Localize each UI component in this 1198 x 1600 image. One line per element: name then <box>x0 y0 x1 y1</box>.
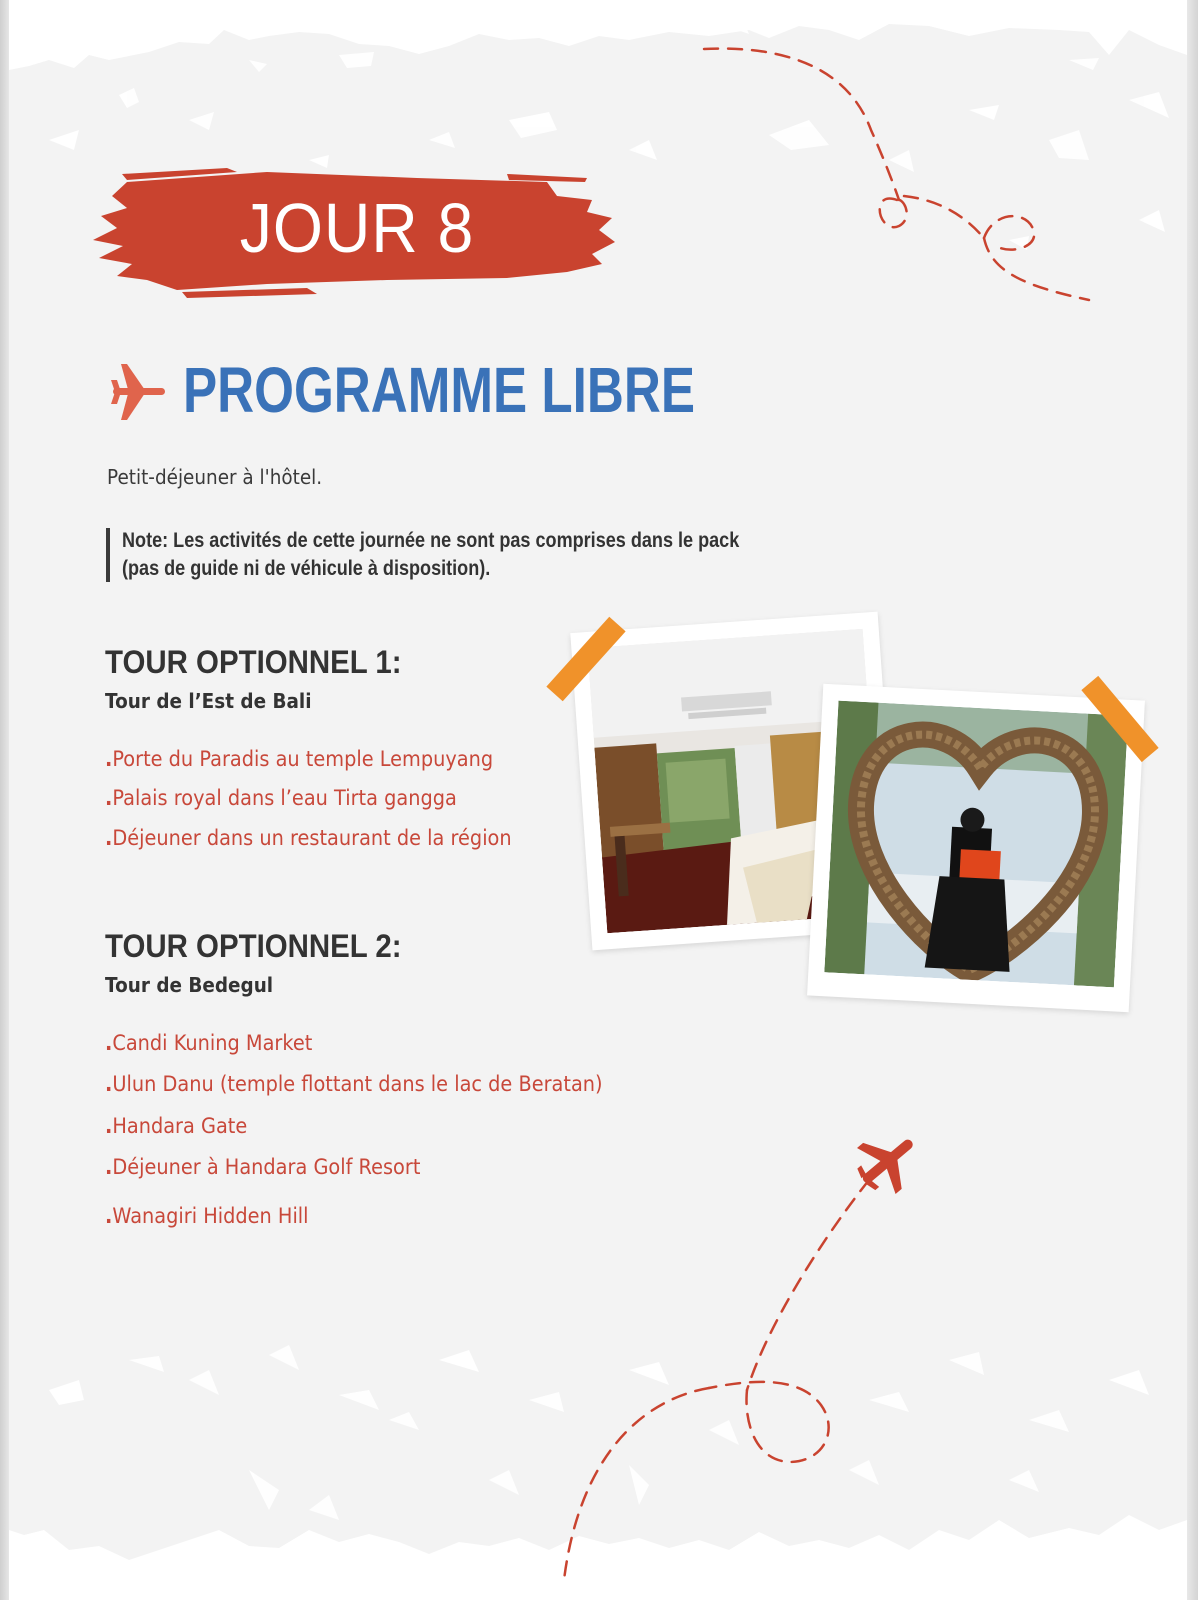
note-accent-bar <box>106 528 110 582</box>
torn-paper-top <box>9 0 1187 80</box>
list-item: .Déjeuner dans un restaurant de la région <box>105 826 512 850</box>
tour-1-subtitle: Tour de l’Est de Bali <box>105 689 312 713</box>
breakfast-text: Petit-déjeuner à l'hôtel. <box>107 465 323 489</box>
airplane-icon <box>845 1118 931 1204</box>
bullet: . <box>105 1072 113 1096</box>
heart-nest-photo <box>807 684 1145 1012</box>
airplane-icon <box>107 362 171 422</box>
tour-2-heading: TOUR OPTIONNEL 2: <box>105 928 402 964</box>
tour-1-heading: TOUR OPTIONNEL 1: <box>105 644 402 680</box>
list-item: .Palais royal dans l’eau Tirta gangga <box>105 786 457 810</box>
bullet: . <box>105 786 113 810</box>
list-item: .Porte du Paradis au temple Lempuyang <box>105 747 494 771</box>
tour-2-subtitle: Tour de Bedegul <box>105 973 274 997</box>
list-item: .Handara Gate <box>105 1114 248 1138</box>
day-title: JOUR 8 <box>239 189 475 267</box>
torn-paper-bottom <box>9 1490 1187 1600</box>
list-item: .Candi Kuning Market <box>105 1031 313 1055</box>
list-item: .Déjeuner à Handara Golf Resort <box>105 1155 421 1179</box>
bullet: . <box>105 747 113 771</box>
note-line-1: Note: Les activités de cette journée ne sont pas comprises dans le pack <box>122 529 740 552</box>
bullet: . <box>105 1031 113 1055</box>
heart-nest-image <box>824 701 1128 988</box>
bullet: . <box>105 1114 113 1138</box>
note-line-2: (pas de guide ni de véhicule à disposition). <box>122 557 491 580</box>
itinerary-page <box>9 0 1187 1600</box>
bullet: . <box>105 1155 113 1179</box>
bullet: . <box>105 1204 113 1228</box>
page-edge-left <box>0 0 9 1600</box>
section-title: PROGRAMME LIBRE <box>183 354 695 426</box>
list-item: .Ulun Danu (temple flottant dans le lac de Beratan) <box>105 1072 603 1096</box>
note-text <box>122 527 739 583</box>
page-edge-right <box>1187 0 1198 1600</box>
list-item: .Wanagiri Hidden Hill <box>105 1204 309 1228</box>
bullet: . <box>105 826 113 850</box>
